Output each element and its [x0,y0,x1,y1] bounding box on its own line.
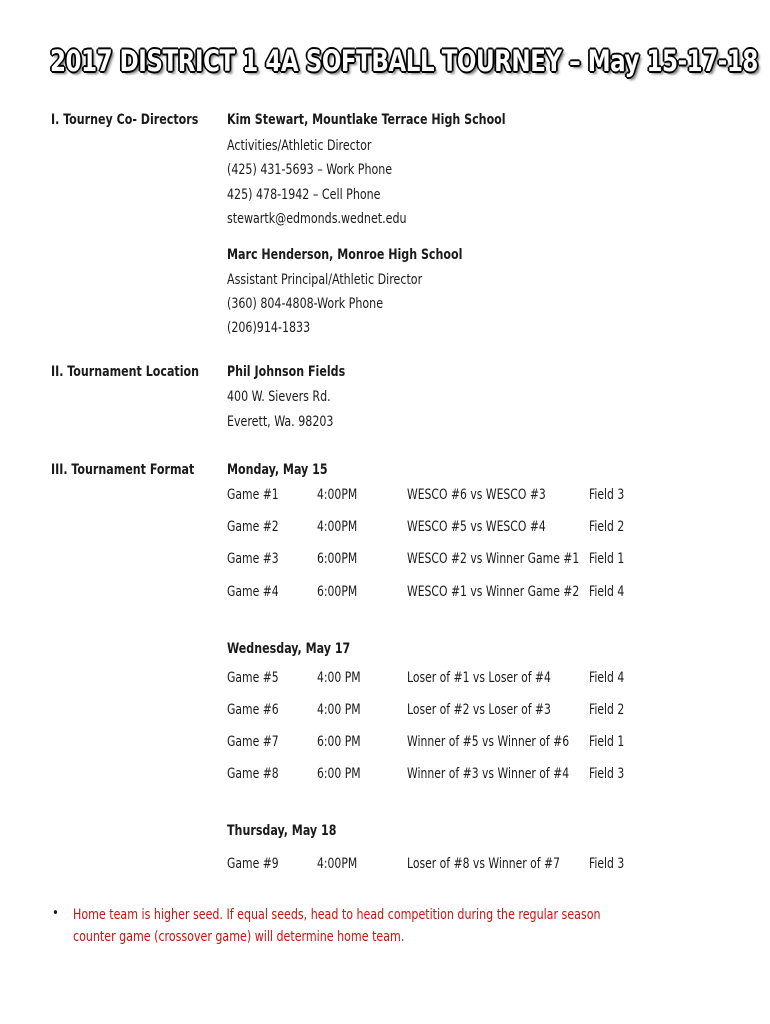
game-time: 6:00PM [317,584,358,600]
section-label-directors: I. Tourney Co- Directors [51,112,199,128]
director-detail: Activities/Athletic Director [227,138,372,154]
game-matchup: Loser of #1 vs Loser of #4 [407,670,551,686]
game-matchup: WESCO #2 vs Winner Game #1 [407,551,580,567]
game-number: Game #7 [227,734,279,750]
game-field: Field 1 [589,734,625,750]
director-email: stewartk@edmonds.wednet.edu [227,211,407,227]
home-team-note: Home team is higher seed. If equal seeds, head to head competition during the regular season counter game (crossover game) will determine home team. [73,907,601,945]
game-matchup: Winner of #5 vs Winner of #6 [407,734,570,750]
game-time: 4:00 PM [317,702,361,718]
game-matchup: Loser of #2 vs Loser of #3 [407,702,551,718]
game-time: 4:00 PM [317,670,361,686]
director-detail: 425) 478-1942 – Cell Phone [227,187,381,203]
section-label-format: III. Tournament Format [51,462,195,478]
game-matchup: WESCO #6 vs WESCO #3 [407,487,546,503]
game-field: Field 4 [589,670,625,686]
document-title: 2017 DISTRICT 1 4A SOFTBALL TOURNEY – May 15-17-18 [50,44,758,78]
day-heading: Monday, May 15 [227,462,328,478]
game-matchup: WESCO #5 vs WESCO #4 [407,519,546,535]
game-matchup: Winner of #3 vs Winner of #4 [407,766,570,782]
location-address: Everett, Wa. 98203 [227,414,334,430]
director-detail: (206)914-1833 [227,320,311,336]
game-number: Game #2 [227,519,279,535]
section-label-location: II. Tournament Location [51,364,200,380]
location-address: 400 W. Sievers Rd. [227,389,331,405]
game-number: Game #9 [227,856,279,872]
game-number: Game #5 [227,670,279,686]
game-number: Game #4 [227,584,279,600]
bullet-icon: • [52,906,59,921]
game-number: Game #6 [227,702,279,718]
game-time: 6:00 PM [317,766,361,782]
game-number: Game #1 [227,487,279,503]
game-number: Game #3 [227,551,279,567]
game-field: Field 2 [589,702,625,718]
game-field: Field 3 [589,487,625,503]
game-field: Field 3 [589,766,625,782]
location-name: Phil Johnson Fields [227,364,346,380]
director-detail: (425) 431-5693 – Work Phone [227,162,393,178]
day-heading: Thursday, May 18 [227,823,337,839]
game-time: 6:00 PM [317,734,361,750]
game-time: 4:00PM [317,856,358,872]
game-matchup: WESCO #1 vs Winner Game #2 [407,584,580,600]
game-time: 4:00PM [317,519,358,535]
game-field: Field 1 [589,551,625,567]
director-detail: Assistant Principal/Athletic Director [227,272,423,288]
day-heading: Wednesday, May 17 [227,641,351,657]
game-field: Field 2 [589,519,625,535]
game-time: 6:00PM [317,551,358,567]
director-name: Marc Henderson, Monroe High School [227,247,463,263]
game-field: Field 4 [589,584,625,600]
game-field: Field 3 [589,856,625,872]
game-matchup: Loser of #8 vs Winner of #7 [407,856,561,872]
game-time: 4:00PM [317,487,358,503]
game-number: Game #8 [227,766,279,782]
director-detail: (360) 804-4808-Work Phone [227,296,384,312]
director-name: Kim Stewart, Mountlake Terrace High School [227,112,506,128]
